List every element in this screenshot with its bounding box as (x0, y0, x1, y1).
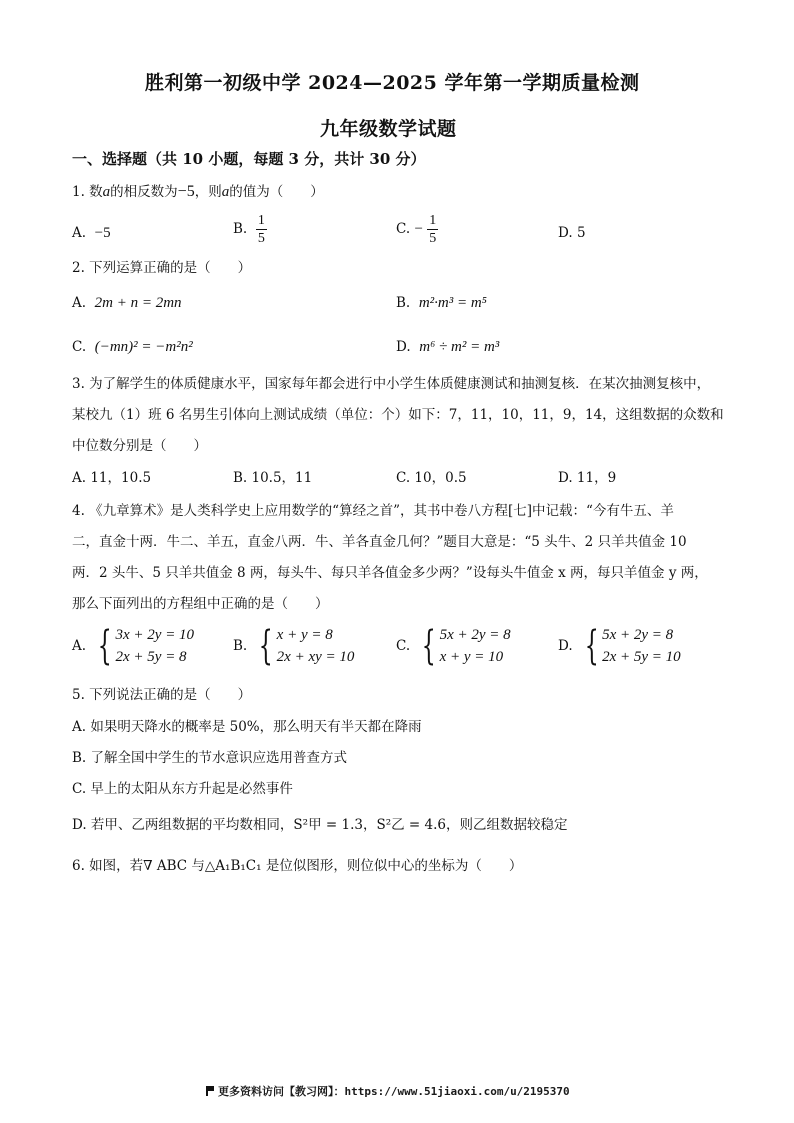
question-3-line-2: 某校九（1）班 6 名男生引体向上测试成绩（单位：个）如下：7，11，10，11，9，14，这组数据的众数和 (72, 407, 724, 423)
question-1-option-a: A. −5 (72, 225, 111, 241)
question-3-line-1: 3. 为了解学生的体质健康水平，国家每年都会进行中小学生体质健康测试和抽测复核．在某次抽测复核中， (72, 376, 711, 392)
question-2-stem: 2. 下列运算正确的是（ ） (72, 260, 252, 276)
section-heading: 一、选择题（共 10 小题，每题 3 分，共计 30 分） (72, 150, 426, 168)
question-2-option-a: A. 2m + n = 2mn (72, 295, 182, 311)
question-3-option-b: B. 10.5，11 (233, 470, 313, 486)
question-1-option-b: B. $\frac{1}{5}$ (233, 213, 265, 246)
question-1-option-c: C. − $\frac{1}{5}$ (396, 213, 437, 246)
question-2-option-d: D. m⁶ ÷ m² = m³ (396, 339, 500, 355)
question-4-option-d: D. { 5x + 2y = 8 2x + 5y = 10 (558, 623, 681, 669)
question-5-option-c: C. 早上的太阳从东方升起是必然事件 (72, 781, 293, 797)
question-3-option-c: C. 10，0.5 (396, 470, 467, 486)
question-5-option-b: B. 了解全国中学生的节水意识应选用普查方式 (72, 750, 348, 766)
question-6-stem: 6. 如图，若∇ ABC 与△A₁B₁C₁ 是位似图形，则位似中心的坐标为（ ） (72, 858, 523, 874)
question-3-line-3: 中位数分别是（ ） (72, 438, 207, 454)
question-1-option-d: D. 5 (558, 225, 586, 241)
question-4-option-c: C. { 5x + 2y = 8 x + y = 10 (396, 623, 511, 669)
question-5-option-a: A. 如果明天降水的概率是 50%，那么明天有半天都在降雨 (72, 719, 422, 735)
footer-link[interactable]: 更多资料访问【教习网】：https://www.51jiaoxi.com/u/2195370 (206, 1083, 570, 1099)
question-4-option-a: A. { 3x + 2y = 10 2x + 5y = 8 (72, 623, 195, 669)
question-4-line-3: 两．2 头牛、5 只羊共值金 8 两，每头牛、每只羊各值金多少两？”设每头牛值金 x 两，每只羊值金 y 两， (72, 565, 708, 581)
question-4-line-1: 4. 《九章算术》是人类科学史上应用数学的“算经之首”，其书中卷八方程[七]中记载：“今有牛五、羊 (72, 503, 674, 519)
question-1-stem: 1. 数a的相反数为−5，则a的值为（ ） (72, 183, 324, 200)
question-5-stem: 5. 下列说法正确的是（ ） (72, 687, 252, 703)
question-3-option-a: A. 11，10.5 (72, 470, 152, 486)
question-2-option-b: B. m²·m³ = m⁵ (396, 295, 487, 311)
question-5-option-d: D. 若甲、乙两组数据的平均数相同，S²甲 = 1.3，S²乙 = 4.6，则乙组数据较稳定 (72, 817, 568, 833)
question-4-line-2: 二，直金十两．牛二、羊五，直金八两．牛、羊各直金几何？”题目大意是：“5 头牛、2 只羊共值金 10 (72, 534, 687, 550)
question-4-option-b: B. { x + y = 8 2x + xy = 10 (233, 623, 355, 669)
question-4-line-4: 那么下面列出的方程组中正确的是（ ） (72, 596, 329, 612)
page-subtitle: 九年级数学试题 (320, 118, 457, 140)
question-2-option-c: C. (−mn)² = −m²n² (72, 339, 193, 355)
page-title: 胜利第一初级中学 2024—2025 学年第一学期质量检测 (145, 72, 640, 94)
question-3-option-d: D. 11，9 (558, 470, 617, 486)
flag-icon (206, 1086, 214, 1096)
